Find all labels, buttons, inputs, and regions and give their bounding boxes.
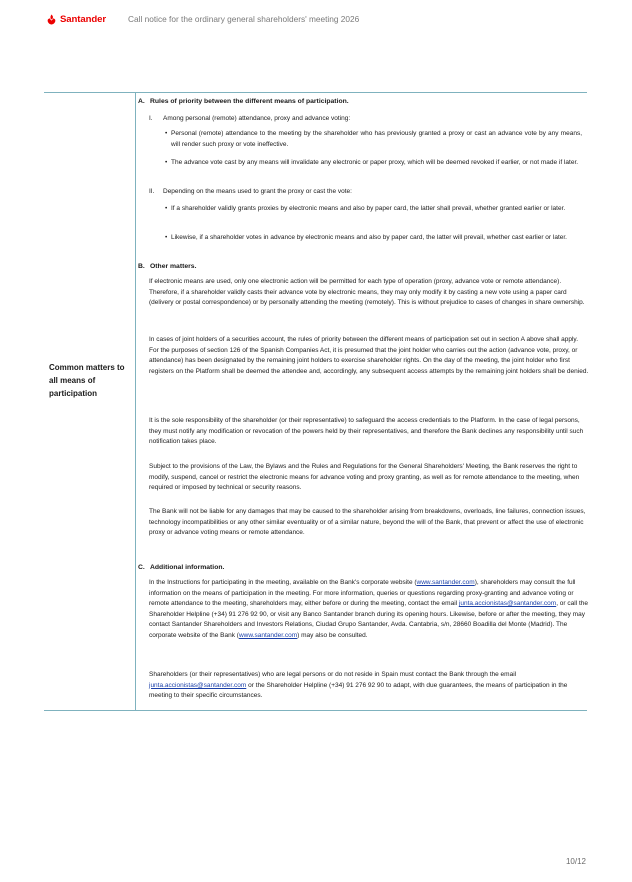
santander-logo [46, 14, 126, 25]
paragraph: In the Instructions for participating in the meeting, available on the Bank's corporate website (www.santander.com), shareholders may consult the full information on the means of participation in the meeting. For more information, queries or questions regarding proxy-granting and advance voting or remote attendance to the meeting, shareholders may, either before or during the meeting, contact the email junta.accionistas@santander.com, or call the Shareholder Helpline (+34) 91 276 92 90, or visit any Banco Santander branch during its opening hours. Likewise, before or after the meeting, they may contact Santander Shareholders and Investors Relations, Ciudad Grupo Santander, Avda. Cantabria, s/n, 28660 Boadilla del Monte (Madrid). The corporate website of the Bank (www.santander.com) may also be consulted. [149, 579, 588, 639]
item-text: Depending on the means used to grant the proxy or cast the vote: [163, 188, 352, 195]
section-title: Additional information. [150, 564, 225, 571]
document-title: Call notice for the ordinary general shareholders' meeting 2026 [128, 14, 360, 24]
page-number: 10/12 [565, 857, 586, 866]
bullet-icon: • [165, 234, 168, 241]
section-title: Other matters. [150, 263, 197, 270]
item-numeral: I. [149, 115, 153, 122]
flame-icon [46, 14, 57, 25]
email-link[interactable]: junta.accionistas@santander.com [458, 600, 557, 607]
paragraph: It is the sole responsibility of the shareholder (or their representative) to safeguard the access credentials to the Platform. In the case of legal persons, they must notify any modification or revocation of the powers held by their representatives, and therefore the Bank declines any responsibility until such notification takes place. [149, 417, 584, 445]
website-link[interactable]: www.santander.com [238, 631, 298, 639]
section-title: Rules of priority between the different means of participation. [150, 98, 349, 105]
section-letter: C. [138, 564, 145, 571]
paragraph: Subject to the provisions of the Law, the Bylaws and the Rules and Regulations for the General Shareholders' Meeting, the Bank reserves the right to modify, suspend, cancel or restrict the electronic means for advance voting and proxy granting, as well as for remote attendance to the meeting, when required or imposed by technical or security reasons. [149, 463, 580, 491]
paragraph: In cases of joint holders of a securities account, the rules of priority between the different means of participation set out in section A above shall apply. For the purposes of section 126 of the Spanish Companies Act, it is presumed that the joint holder who carries out the action (advance vote, proxy, or attendance) has been designated by the remaining joint holders to exercise shareholder rights. On the day of the meeting, the joint holder who first registers on the Platform shall be deemed the attendee and, accordingly, any subsequent access attempts by the remaining joint holders shall be denied. [149, 336, 589, 375]
website-link[interactable]: www.santander.com [416, 579, 475, 586]
item-numeral: II. [149, 188, 155, 195]
item-text: Among personal (remote) attendance, proxy and advance voting: [163, 115, 351, 122]
participation-table [44, 92, 587, 711]
bullet-icon: • [165, 130, 168, 137]
paragraph: The Bank will not be liable for any damages that may be caused to the shareholder arising from breakdowns, overloads, line failures, connection issues, technology incompatibilities or any other similar eventuality or of a similar nature, beyond the will of the Bank, that prevent or affect the use of electronic proxy or advance voting means or remote attendance. [149, 508, 586, 536]
email-link[interactable]: junta.accionistas@santander.com [149, 681, 247, 689]
paragraph: If electronic means are used, only one electronic action will be permitted for each type of operation (proxy, advance vote or remote attendance). Therefore, if a shareholder validly casts their advance vote by electronic means, they may only modify it by casting a new vote using a paper card (delivery or postal correspondence) or by personally attending the meeting (remotely). This is without prejudice to cases of changes in share ownership. [149, 278, 585, 306]
brand-name: Santander [60, 13, 107, 25]
row-label: Common matters to all means of participation [49, 363, 125, 398]
row-content: A. Rules of priority between the different means of participation. I. Among personal (remote) attendance, proxy and advance voting: • Personal (remote) attendance to the meeting by the shareholder who has previously granted a proxy or cast an advance vote by any means, will render such proxy or vote ineffective. • The advance vote cast by any means will invalidate any electronic or paper proxy, which will be deemed revoked if earlier, or not made if later. II. Depending on the means used to grant the proxy or cast the vote: • If a shareholder validly grants proxies by electronic means and also by paper card, the latter shall prevail, whether granted earlier or later. • Likewise, if a shareholder votes in advance by electronic means and also by paper card, the latter will prevail, whether cast earlier or later. B. Other matters. If electronic means are used, only one electronic action will be permitted for each type of operation (proxy, advance vote or remote attendance). Therefore, if a shareholder validly casts their advance vote by electronic means, they may only modify it by casting a new vote using a paper card (delivery or postal correspondence) or by personally attending the meeting (remotely). This is without prejudice to cases of changes in share ownership. In cases of joint holders of a securities account, the rules of priority between the different means of participation set out in section A above shall apply. For the purposes of section 126 of the Spanish Companies Act, it is presumed that the joint holder who carries out the action (advance vote, proxy, or attendance) has been designated by the remaining joint holders to exercise shareholder rights. On the day of the meeting, the joint holder who first registers on the Platform shall be deemed the attendee and, accordingly, any subsequent access attempts by the remaining joint holders shall be denied. It is the sole responsibility of the shareholder (or their representative) to safeguard the access credentials to the Platform. In the case of legal persons, they must notify any modification or revocation of the powers held by their representatives, and therefore the Bank declines any responsibility until such notification takes place. Subject to the provisions of the Law, the Bylaws and the Rules and Regulations for the General Shareholders' Meeting, the Bank reserves the right to modify, suspend, cancel or restrict the electronic means for advance voting and proxy granting, as well as for remote attendance to the meeting, when required or imposed by technical or security reasons. The Bank will not be liable for any damages that may be caused to the shareholder arising from breakdowns, overloads, line failures, connection issues, technology incompatibilities or any other similar eventuality or of a similar nature, beyond the will of the Bank, that prevent or affect the use of electronic proxy or advance voting means or remote attendance. C. Additional information. In the Instructions for participating in the meeting, available on the Bank's corporate website (www.santander.com), shareholders may consult the full information on the means of participation in the meeting. For more information, queries or questions regarding proxy-granting and advance voting or remote attendance to the meeting, shareholders may, either before or during the meeting, contact the email junta.accionistas@santander.com, or call the Shareholder Helpline (+34) 91 276 92 90, or visit any Banco Santander branch during its opening hours. Likewise, before or after the meeting, they may contact Santander Shareholders and Investors Relations, Ciudad Grupo Santander, Avda. Cantabria, s/n, 28660 Boadilla del Monte (Madrid). The corporate website of the Bank (www.santander.com) may also be consulted. Shareholders (or their representatives) who are legal persons or do not reside in Spain must contact the Bank through the email junta.accionistas@santander.com or the Shareholder Helpline (+34) 91 276 92 90 to adapt, with due guarantees, the means of participation in the meeting to their specific circumstances. [136, 93, 587, 710]
bullet-icon: • [165, 205, 168, 212]
section-letter: A. [138, 98, 145, 105]
page-header [46, 11, 612, 27]
paragraph: Shareholders (or their representatives) who are legal persons or do not reside in Spain must contact the Bank through the email junta.accionistas@santander.com or the Shareholder Helpline (+34) 91 276 92 90 to adapt, with due guarantees, the means of participation in the meeting to their specific circumstances. [149, 671, 568, 699]
section-letter: B. [138, 263, 145, 270]
bullet-icon: • [165, 159, 168, 166]
